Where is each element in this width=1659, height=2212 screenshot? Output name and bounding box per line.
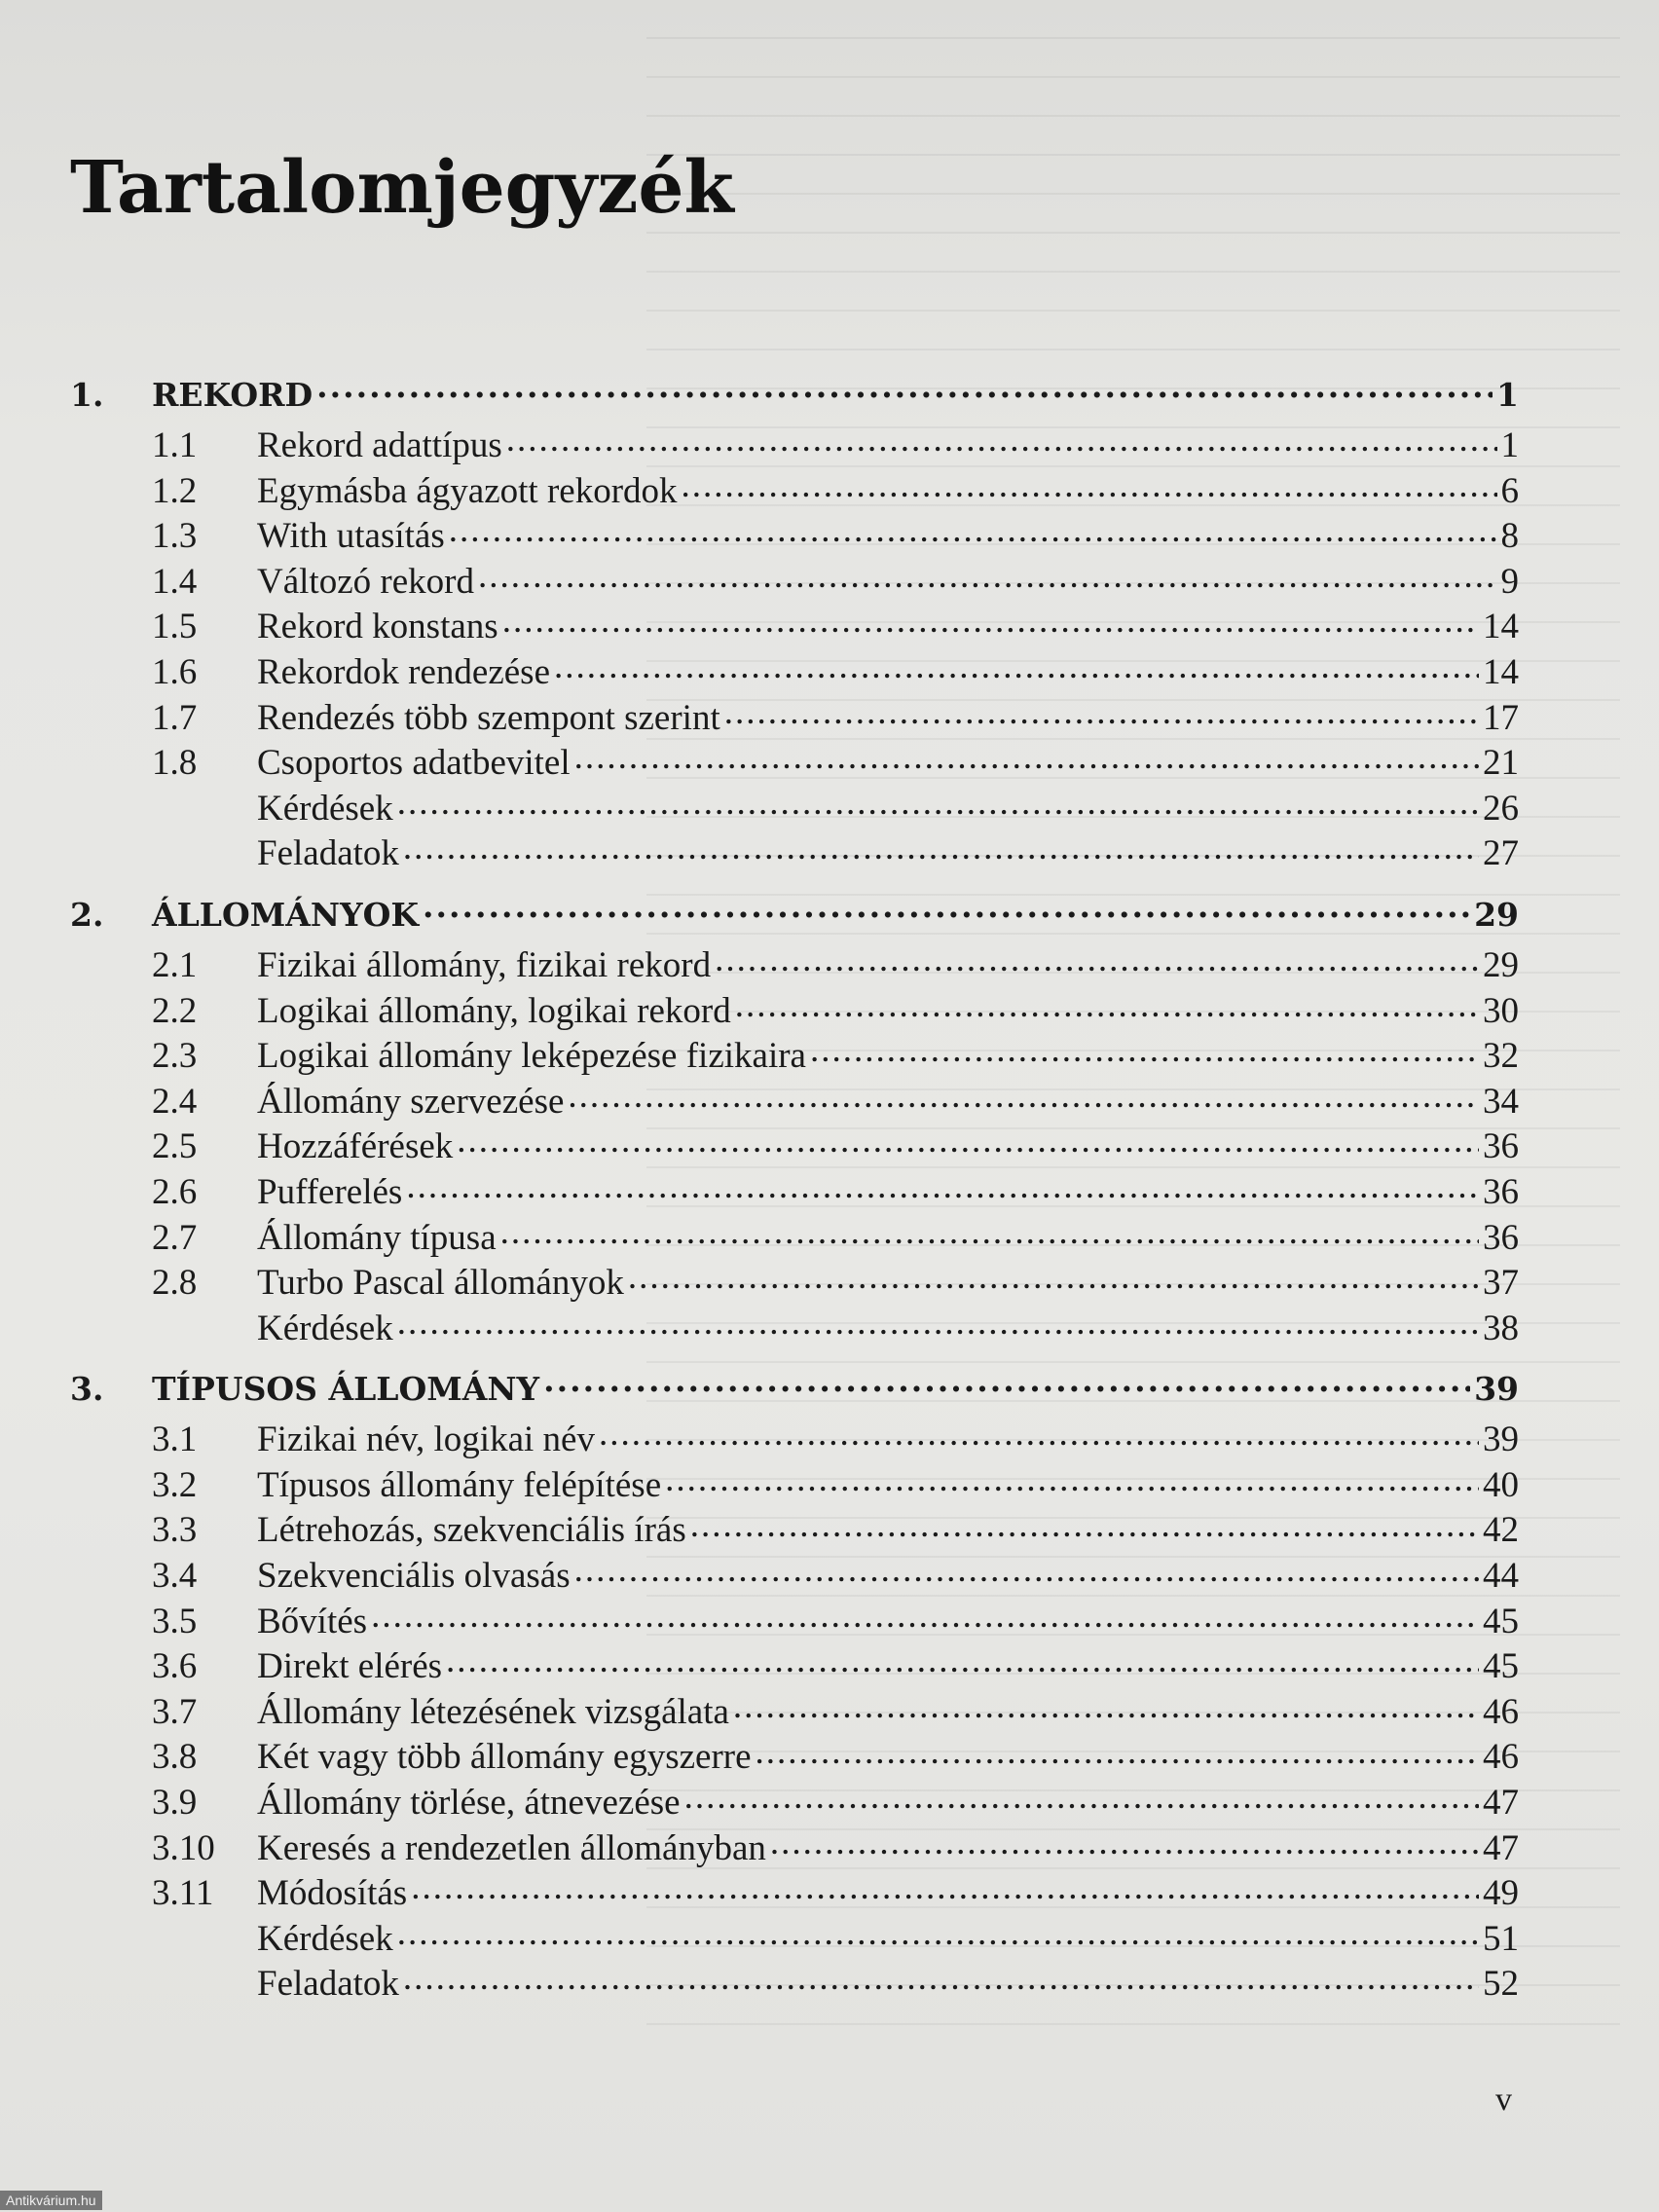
entry-number: 3.11 (152, 1873, 214, 1914)
entry-page-number: 36 (1483, 1126, 1519, 1167)
entry-title: Feladatok (257, 833, 399, 874)
entry-number: 2.3 (152, 1036, 198, 1077)
section-entry (70, 829, 1519, 874)
entry-number: 1.1 (152, 425, 198, 465)
entry-page-number: 17 (1483, 697, 1519, 738)
entry-title: Logikai állomány, logikai rekord (257, 990, 731, 1031)
section-entry (70, 557, 1519, 603)
chapter-entry (70, 890, 1519, 940)
dot-leader (506, 421, 1497, 457)
dot-leader (543, 1368, 1470, 1400)
dot-leader (423, 894, 1470, 926)
entry-number: 3. (70, 1370, 104, 1409)
section-entry (70, 1641, 1519, 1687)
dot-leader (682, 466, 1497, 502)
entry-title: Rekord konstans (257, 607, 498, 647)
dot-leader (403, 829, 1479, 865)
entry-number: 2.2 (152, 990, 198, 1031)
entry-title: Létrehozás, szekvenciális írás (257, 1510, 686, 1551)
dot-leader (478, 557, 1497, 593)
dot-leader (371, 1597, 1479, 1633)
entry-page-number: 8 (1500, 516, 1519, 557)
dot-leader (502, 602, 1479, 638)
dot-leader (500, 1213, 1479, 1249)
entry-page-number: 34 (1483, 1081, 1519, 1122)
entry-page-number: 36 (1483, 1171, 1519, 1212)
section-entry (70, 1597, 1519, 1642)
section-entry (70, 1213, 1519, 1259)
dot-leader (599, 1415, 1479, 1451)
entry-title: Egymásba ágyazott rekordok (257, 470, 678, 511)
dot-leader (397, 784, 1479, 820)
entry-number: 1.3 (152, 516, 198, 557)
entry-page-number: 30 (1483, 990, 1519, 1031)
entry-page-number: 36 (1483, 1217, 1519, 1258)
section-entry (70, 1460, 1519, 1506)
entry-title: Állomány törlése, átnevezése (257, 1783, 681, 1824)
dot-leader (574, 738, 1479, 774)
entry-title: Kérdések (257, 1918, 393, 1959)
entry-title: REKORD (152, 376, 313, 414)
entry-title: Turbo Pascal állományok (257, 1263, 624, 1304)
entry-page-number: 47 (1483, 1783, 1519, 1824)
dot-leader (724, 693, 1479, 729)
section-entry (70, 693, 1519, 739)
entry-title: Bővítés (257, 1601, 368, 1641)
entry-page-number: 46 (1483, 1691, 1519, 1732)
entry-title: Állomány szervezése (257, 1081, 565, 1122)
section-entry (70, 1551, 1519, 1597)
entry-title: Változó rekord (257, 561, 474, 602)
section-entry (70, 1415, 1519, 1460)
dot-leader (457, 1122, 1479, 1158)
entry-number: 3.3 (152, 1510, 198, 1551)
entry-title: Szekvenciális olvasás (257, 1556, 571, 1597)
section-entry (70, 738, 1519, 784)
section-entry (70, 784, 1519, 830)
entry-title: Állomány típusa (257, 1217, 497, 1258)
entry-number: 3.9 (152, 1783, 198, 1824)
section-entry (70, 1778, 1519, 1824)
entry-page-number: 32 (1483, 1036, 1519, 1077)
dot-leader (316, 374, 1493, 406)
entry-page-number: 29 (1483, 944, 1519, 985)
entry-title: Hozzáférések (257, 1126, 454, 1167)
section-entry (70, 1732, 1519, 1778)
entry-page-number: 44 (1483, 1556, 1519, 1597)
section-entry (70, 1258, 1519, 1304)
dot-leader (406, 1167, 1479, 1203)
section-entry (70, 602, 1519, 647)
dot-leader (735, 986, 1479, 1022)
dot-leader (568, 1077, 1479, 1113)
section-entry (70, 1914, 1519, 1960)
entry-number: 1.6 (152, 651, 198, 692)
entry-title: Rekordok rendezése (257, 651, 551, 692)
dot-leader (397, 1914, 1479, 1950)
entry-page-number: 39 (1483, 1419, 1519, 1460)
dot-leader (756, 1732, 1479, 1768)
entry-number: 3.1 (152, 1419, 198, 1460)
entry-number: 2.5 (152, 1126, 198, 1167)
entry-title: Fizikai állomány, fizikai rekord (257, 944, 712, 985)
dot-leader (411, 1868, 1479, 1904)
entry-number: 3.8 (152, 1737, 198, 1778)
entry-number: 2. (70, 895, 104, 934)
entry-title: Direkt elérés (257, 1646, 443, 1687)
dot-leader (684, 1778, 1479, 1814)
entry-title: Kérdések (257, 788, 393, 829)
entry-title: Logikai állomány leképezése fizikaira (257, 1036, 806, 1077)
entry-page-number: 29 (1474, 895, 1519, 934)
chapter-entry (70, 370, 1519, 421)
section-entry (70, 1031, 1519, 1077)
entry-number: 1. (70, 376, 104, 414)
entry-number: 3.2 (152, 1464, 198, 1505)
section-entry (70, 1077, 1519, 1123)
dot-leader (403, 1959, 1479, 1995)
entry-number: 1.7 (152, 697, 198, 738)
section-entry (70, 1122, 1519, 1167)
entry-page-number: 47 (1483, 1827, 1519, 1868)
page-folio: v (1495, 2082, 1512, 2118)
dot-leader (665, 1460, 1479, 1496)
entry-page-number: 37 (1483, 1263, 1519, 1304)
page-title: Tartalomjegyzék (70, 146, 734, 230)
entry-title: Típusos állomány felépítése (257, 1464, 662, 1505)
entry-page-number: 49 (1483, 1873, 1519, 1914)
entry-page-number: 14 (1483, 651, 1519, 692)
section-entry (70, 466, 1519, 512)
entry-title: TÍPUSOS ÁLLOMÁNY (152, 1370, 540, 1409)
entry-page-number: 39 (1474, 1370, 1519, 1409)
entry-number: 2.4 (152, 1081, 198, 1122)
dot-leader (397, 1304, 1479, 1340)
entry-title: Két vagy több állomány egyszerre (257, 1737, 752, 1778)
entry-page-number: 26 (1483, 788, 1519, 829)
entry-number: 3.7 (152, 1691, 198, 1732)
section-entry (70, 1167, 1519, 1213)
entry-number: 1.2 (152, 470, 198, 511)
section-entry (70, 511, 1519, 557)
entry-page-number: 45 (1483, 1601, 1519, 1641)
entry-number: 2.1 (152, 944, 198, 985)
dot-leader (810, 1031, 1479, 1067)
entry-title: Módosítás (257, 1873, 408, 1914)
entry-number: 1.4 (152, 561, 198, 602)
entry-number: 3.10 (152, 1827, 215, 1868)
entry-number: 3.4 (152, 1556, 198, 1597)
entry-title: Feladatok (257, 1964, 399, 2005)
section-entry (70, 1505, 1519, 1551)
entry-number: 3.5 (152, 1601, 198, 1641)
dot-leader (733, 1687, 1479, 1723)
entry-title: ÁLLOMÁNYOK (152, 895, 420, 934)
dot-leader (770, 1824, 1479, 1860)
dot-leader (628, 1258, 1479, 1294)
entry-title: Pufferelés (257, 1171, 403, 1212)
chapter-entry (70, 1364, 1519, 1415)
entry-page-number: 1 (1500, 425, 1519, 465)
dot-leader (554, 647, 1479, 683)
entry-page-number: 6 (1500, 470, 1519, 511)
dot-leader (715, 940, 1479, 977)
entry-page-number: 42 (1483, 1510, 1519, 1551)
entry-page-number: 14 (1483, 607, 1519, 647)
entry-number: 2.6 (152, 1171, 198, 1212)
entry-title: With utasítás (257, 516, 445, 557)
entry-title: Állomány létezésének vizsgálata (257, 1691, 729, 1732)
entry-title: Fizikai név, logikai név (257, 1419, 595, 1460)
entry-page-number: 51 (1483, 1918, 1519, 1959)
watermark: Antikvárium.hu (0, 2191, 102, 2210)
section-entry (70, 421, 1519, 466)
entry-title: Rekord adattípus (257, 425, 502, 465)
entry-number: 3.6 (152, 1646, 198, 1687)
entry-page-number: 46 (1483, 1737, 1519, 1778)
entry-page-number: 52 (1483, 1964, 1519, 2005)
table-of-contents (70, 370, 1519, 2005)
section-entry (70, 1304, 1519, 1349)
entry-number: 2.8 (152, 1263, 198, 1304)
section-entry (70, 1868, 1519, 1914)
entry-page-number: 27 (1483, 833, 1519, 874)
entry-page-number: 9 (1500, 561, 1519, 602)
section-entry (70, 1687, 1519, 1733)
entry-page-number: 21 (1483, 743, 1519, 784)
entry-page-number: 38 (1483, 1308, 1519, 1348)
entry-page-number: 40 (1483, 1464, 1519, 1505)
entry-title: Csoportos adatbevitel (257, 743, 571, 784)
section-entry (70, 1959, 1519, 2005)
entry-title: Keresés a rendezetlen állományban (257, 1827, 766, 1868)
entry-title: Rendezés több szempont szerint (257, 697, 720, 738)
entry-page-number: 45 (1483, 1646, 1519, 1687)
entry-number: 1.5 (152, 607, 198, 647)
section-entry (70, 940, 1519, 986)
entry-title: Kérdések (257, 1308, 393, 1348)
section-entry (70, 1824, 1519, 1869)
dot-leader (690, 1505, 1479, 1541)
entry-page-number: 1 (1496, 376, 1519, 414)
section-entry (70, 986, 1519, 1032)
section-entry (70, 647, 1519, 693)
dot-leader (574, 1551, 1479, 1587)
dot-leader (449, 511, 1497, 547)
entry-number: 1.8 (152, 743, 198, 784)
dot-leader (446, 1641, 1479, 1677)
entry-number: 2.7 (152, 1217, 198, 1258)
